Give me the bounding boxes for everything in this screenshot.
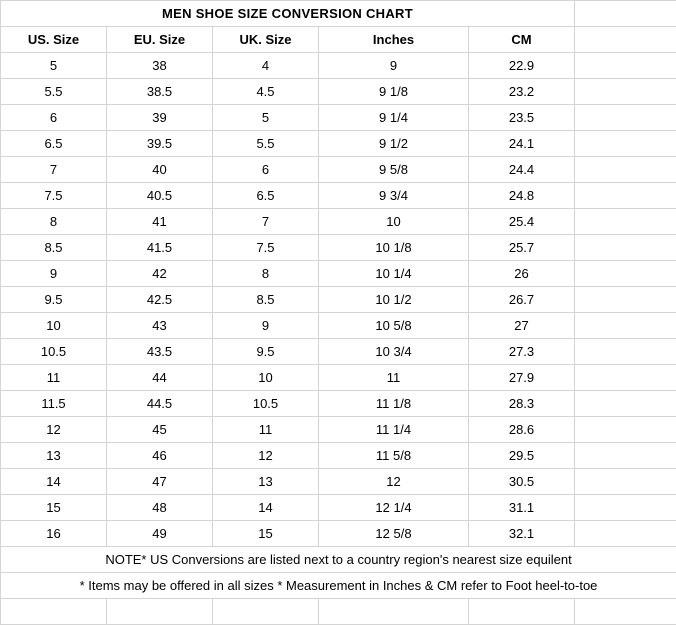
cell-us-size: 14: [1, 469, 107, 495]
cell-uk-size: 10: [213, 365, 319, 391]
cell-cm: 24.1: [469, 131, 575, 157]
cell-cm: 28.3: [469, 391, 575, 417]
cell-uk-size: 8.5: [213, 287, 319, 313]
row-spacer: [575, 391, 676, 417]
cell-eu-size: 46: [107, 443, 213, 469]
cell-inches: 9 3/4: [319, 183, 469, 209]
row-spacer: [575, 183, 676, 209]
empty-cell: [1, 599, 107, 625]
cell-us-size: 13: [1, 443, 107, 469]
cell-uk-size: 5.5: [213, 131, 319, 157]
cell-inches: 12 1/4: [319, 495, 469, 521]
cell-inches: 11 1/8: [319, 391, 469, 417]
cell-uk-size: 11: [213, 417, 319, 443]
cell-us-size: 15: [1, 495, 107, 521]
cell-uk-size: 5: [213, 105, 319, 131]
cell-inches: 9 1/2: [319, 131, 469, 157]
cell-us-size: 6: [1, 105, 107, 131]
column-header-us-size: US. Size: [1, 27, 107, 53]
row-spacer: [575, 261, 676, 287]
cell-cm: 31.1: [469, 495, 575, 521]
title-row-spacer: [575, 1, 676, 27]
cell-uk-size: 9: [213, 313, 319, 339]
cell-eu-size: 47: [107, 469, 213, 495]
column-header-cm: CM: [469, 27, 575, 53]
note-row-1: [1, 547, 676, 573]
cell-us-size: 10: [1, 313, 107, 339]
cell-eu-size: 48: [107, 495, 213, 521]
table-row: [1, 495, 676, 521]
cell-eu-size: 44: [107, 365, 213, 391]
cell-us-size: 7.5: [1, 183, 107, 209]
cell-inches: 9 1/4: [319, 105, 469, 131]
cell-inches: 12 5/8: [319, 521, 469, 547]
cell-eu-size: 39: [107, 105, 213, 131]
cell-inches: 10 1/8: [319, 235, 469, 261]
row-spacer: [575, 313, 676, 339]
cell-eu-size: 40: [107, 157, 213, 183]
cell-inches: 10 1/2: [319, 287, 469, 313]
cell-cm: 25.4: [469, 209, 575, 235]
table-row: [1, 313, 676, 339]
cell-cm: 22.9: [469, 53, 575, 79]
cell-inches: 10 3/4: [319, 339, 469, 365]
cell-us-size: 8.5: [1, 235, 107, 261]
empty-bottom-row: [1, 599, 676, 625]
table-row: [1, 209, 676, 235]
empty-cell: [213, 599, 319, 625]
cell-cm: 24.8: [469, 183, 575, 209]
row-spacer: [575, 417, 676, 443]
cell-eu-size: 38.5: [107, 79, 213, 105]
cell-us-size: 9: [1, 261, 107, 287]
row-spacer: [575, 287, 676, 313]
row-spacer: [575, 53, 676, 79]
table-row: [1, 183, 676, 209]
cell-uk-size: 14: [213, 495, 319, 521]
column-header-inches: Inches: [319, 27, 469, 53]
cell-us-size: 5.5: [1, 79, 107, 105]
cell-cm: 28.6: [469, 417, 575, 443]
cell-eu-size: 44.5: [107, 391, 213, 417]
note-text-conversions: NOTE* US Conversions are listed next to a country region's nearest size equilent: [1, 547, 676, 573]
row-spacer: [575, 235, 676, 261]
row-spacer: [575, 209, 676, 235]
cell-eu-size: 40.5: [107, 183, 213, 209]
chart-title: MEN SHOE SIZE CONVERSION CHART: [1, 1, 575, 27]
cell-cm: 24.4: [469, 157, 575, 183]
row-spacer: [575, 131, 676, 157]
cell-eu-size: 45: [107, 417, 213, 443]
table-row: [1, 79, 676, 105]
table-row: [1, 469, 676, 495]
cell-us-size: 11: [1, 365, 107, 391]
cell-uk-size: 7: [213, 209, 319, 235]
table-row: [1, 261, 676, 287]
cell-us-size: 12: [1, 417, 107, 443]
row-spacer: [575, 443, 676, 469]
cell-cm: 27: [469, 313, 575, 339]
cell-inches: 10 1/4: [319, 261, 469, 287]
header-row: [1, 27, 676, 53]
cell-uk-size: 9.5: [213, 339, 319, 365]
cell-us-size: 6.5: [1, 131, 107, 157]
cell-cm: 27.3: [469, 339, 575, 365]
cell-eu-size: 39.5: [107, 131, 213, 157]
cell-eu-size: 43.5: [107, 339, 213, 365]
cell-eu-size: 49: [107, 521, 213, 547]
cell-cm: 23.5: [469, 105, 575, 131]
cell-uk-size: 10.5: [213, 391, 319, 417]
cell-us-size: 9.5: [1, 287, 107, 313]
cell-inches: 9 1/8: [319, 79, 469, 105]
cell-eu-size: 41.5: [107, 235, 213, 261]
table-row: [1, 365, 676, 391]
cell-eu-size: 42.5: [107, 287, 213, 313]
table-body: [1, 1, 676, 625]
note-row-2: [1, 573, 676, 599]
row-spacer: [575, 105, 676, 131]
row-spacer: [575, 469, 676, 495]
cell-uk-size: 7.5: [213, 235, 319, 261]
table-row: [1, 157, 676, 183]
cell-inches: 11 5/8: [319, 443, 469, 469]
cell-uk-size: 8: [213, 261, 319, 287]
cell-cm: 23.2: [469, 79, 575, 105]
cell-uk-size: 15: [213, 521, 319, 547]
row-spacer: [575, 495, 676, 521]
cell-us-size: 7: [1, 157, 107, 183]
row-spacer: [575, 157, 676, 183]
cell-cm: 30.5: [469, 469, 575, 495]
row-spacer: [575, 365, 676, 391]
cell-inches: 12: [319, 469, 469, 495]
cell-eu-size: 41: [107, 209, 213, 235]
cell-uk-size: 4: [213, 53, 319, 79]
empty-cell: [107, 599, 213, 625]
cell-eu-size: 42: [107, 261, 213, 287]
table-row: [1, 391, 676, 417]
cell-inches: 11 1/4: [319, 417, 469, 443]
column-header-uk-size: UK. Size: [213, 27, 319, 53]
note-text-measurement: * Items may be offered in all sizes * Measurement in Inches & CM refer to Foot heel-to-toe: [1, 573, 676, 599]
cell-us-size: 5: [1, 53, 107, 79]
table-row: [1, 131, 676, 157]
empty-cell: [575, 599, 676, 625]
empty-cell: [319, 599, 469, 625]
cell-cm: 32.1: [469, 521, 575, 547]
table-row: [1, 53, 676, 79]
table-row: [1, 235, 676, 261]
table-row: [1, 443, 676, 469]
table-row: [1, 105, 676, 131]
header-row-spacer: [575, 27, 676, 53]
cell-us-size: 16: [1, 521, 107, 547]
cell-inches: 9 5/8: [319, 157, 469, 183]
cell-inches: 10: [319, 209, 469, 235]
row-spacer: [575, 339, 676, 365]
table-row: [1, 339, 676, 365]
cell-inches: 9: [319, 53, 469, 79]
cell-eu-size: 43: [107, 313, 213, 339]
cell-uk-size: 6.5: [213, 183, 319, 209]
cell-cm: 27.9: [469, 365, 575, 391]
cell-uk-size: 6: [213, 157, 319, 183]
title-row: [1, 1, 676, 27]
cell-us-size: 8: [1, 209, 107, 235]
cell-us-size: 11.5: [1, 391, 107, 417]
empty-cell: [469, 599, 575, 625]
column-header-eu-size: EU. Size: [107, 27, 213, 53]
table-row: [1, 287, 676, 313]
cell-cm: 29.5: [469, 443, 575, 469]
cell-uk-size: 12: [213, 443, 319, 469]
cell-uk-size: 13: [213, 469, 319, 495]
cell-cm: 25.7: [469, 235, 575, 261]
cell-cm: 26.7: [469, 287, 575, 313]
cell-eu-size: 38: [107, 53, 213, 79]
cell-us-size: 10.5: [1, 339, 107, 365]
row-spacer: [575, 79, 676, 105]
cell-inches: 10 5/8: [319, 313, 469, 339]
cell-cm: 26: [469, 261, 575, 287]
table-row: [1, 417, 676, 443]
cell-inches: 11: [319, 365, 469, 391]
cell-uk-size: 4.5: [213, 79, 319, 105]
